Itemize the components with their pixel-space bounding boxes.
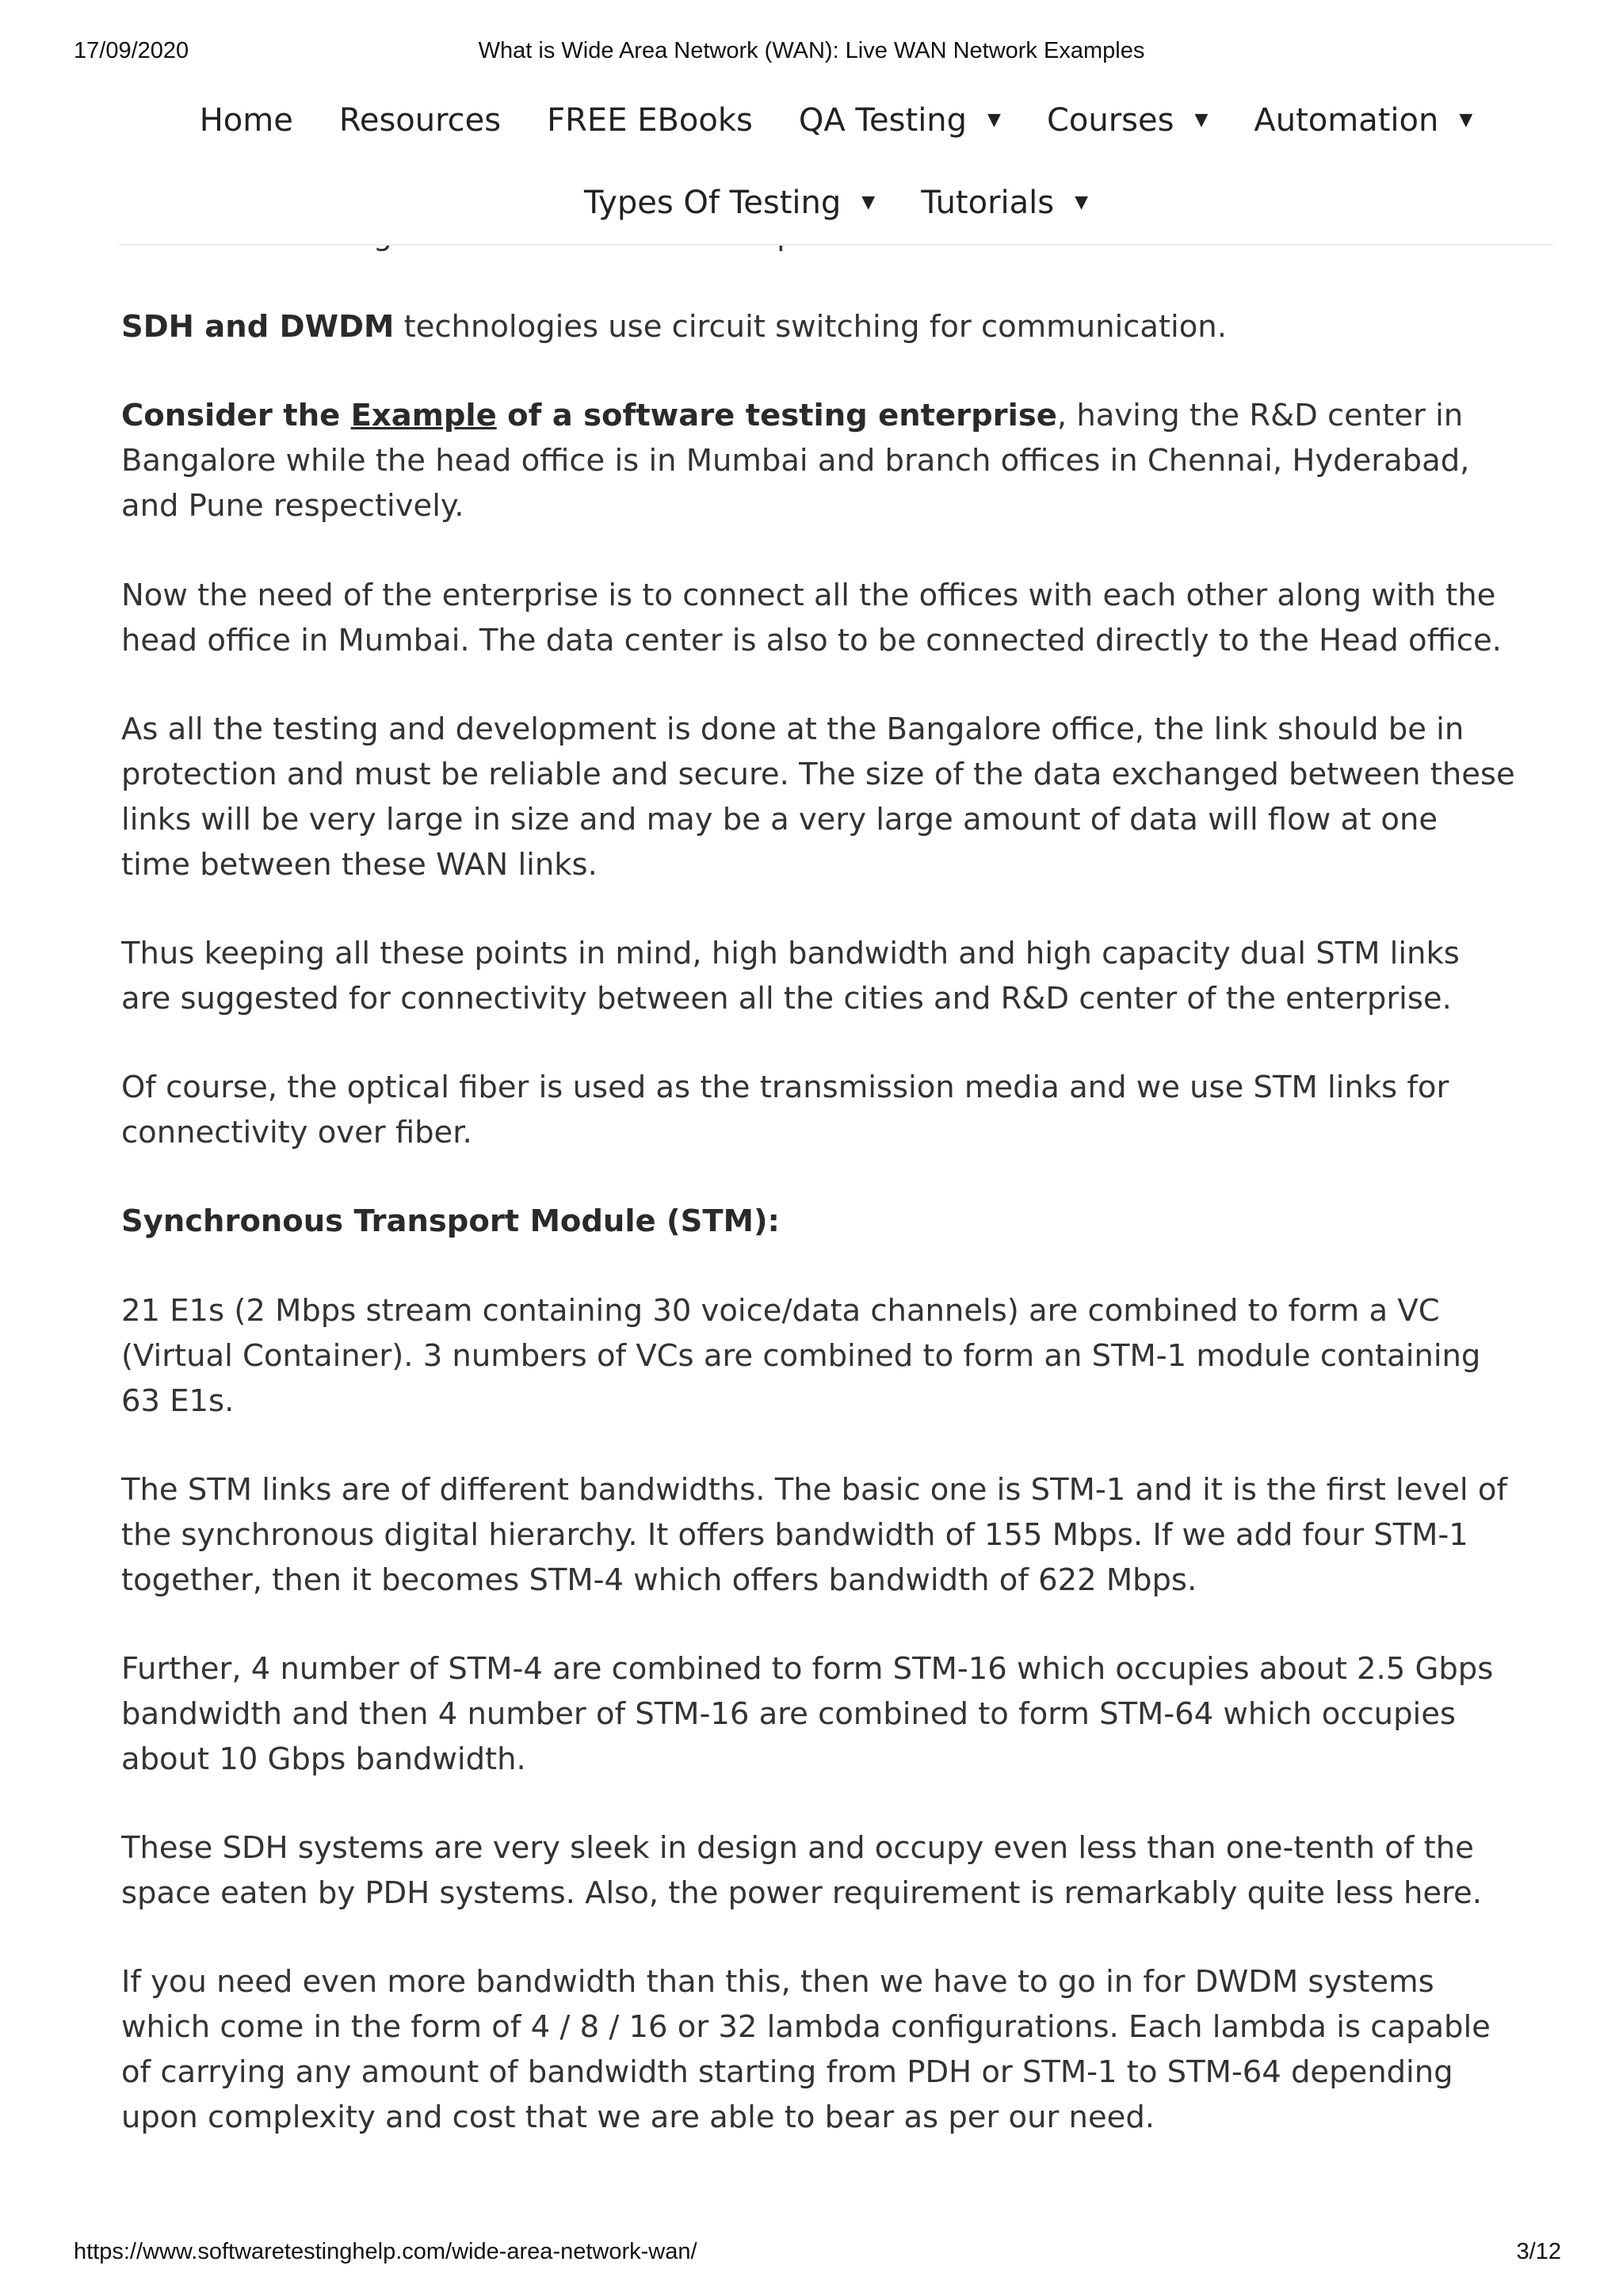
nav-label: Automation [1254,102,1439,139]
caret-down-icon: ▼ [1459,110,1473,130]
bold-text: SDH and DWDM [121,309,395,345]
paragraph-dwdm: If you need even more bandwidth than this, then we have to go in for DWDM systems which come in the form of 4 / 8 / 16 or 32 lambda configurations. Each lambda is capable of carrying any amount of bandwidth starting from PDH or STM-1 to STM-64 depending upon complexity and cost that we are able to bear as per our need. [121,1964,1491,2135]
paragraph-dual-stm: Thus keeping all these points in mind, high bandwidth and high capacity dual STM links are suggested for connectivity between all the cities and R&D center of the enterprise. [121,936,1460,1016]
article-body [121,0,1516,2210]
caret-down-icon: ▼ [1075,193,1089,212]
nav-item-resources[interactable] [339,102,501,139]
print-page-number: 3/12 [1516,2239,1561,2264]
nav-label: Resources [338,102,502,139]
paragraph-text: technologies use circuit switching for communication. [394,309,1227,345]
paragraph-stm-16-64: Further, 4 number of STM-4 are combined to form STM-16 which occupies about 2.5 Gbps bandwidth and then 4 number of STM-16 are combined to form STM-64 which occupies about 10 Gbps bandwidth. [121,1651,1494,1777]
nav-label: Courses [1046,102,1174,139]
paragraph-optical-fiber: Of course, the optical fiber is used as the transmission media and we use STM links for connectivity over fiber. [121,1070,1449,1150]
bold-text: of a software testing enterprise [496,398,1057,433]
print-footer [0,2239,1623,2271]
caret-down-icon: ▼ [861,193,876,212]
print-date: 17/09/2020 [74,38,189,63]
print-url: https://www.softwaretestinghelp.com/wide-area-network-wan/ [74,2239,697,2264]
nav-item-courses[interactable] [1047,102,1208,139]
nav-item-qa-testing[interactable] [799,102,1001,139]
heading-text: Synchronous Transport Module (STM): [121,1203,780,1239]
nav-label: QA Testing [798,102,968,139]
nav-item-home[interactable] [200,102,293,139]
nav-row-secondary [119,162,1553,244]
nav-label: Types Of Testing [583,185,842,221]
nav-label: Tutorials [921,185,1055,221]
nav-item-tutorials[interactable] [921,185,1088,221]
print-page-title: What is Wide Area Network (WAN): Live WAN Network Examples [478,38,1145,63]
nav-item-types-of-testing[interactable] [584,185,875,221]
paragraph-enterprise-need: Now the need of the enterprise is to connect all the offices with each other along with the head office in Mumbai. The data center is also to be connected directly to the Head office. [121,578,1502,658]
section-heading-stm [121,1199,1516,1244]
nav-label: Home [199,102,293,139]
nav-item-free-ebooks[interactable] [547,102,753,139]
nav-row-primary [119,79,1553,162]
example-link[interactable]: Example [350,398,497,433]
paragraph-text: , having the R&D center in Bangalore while the head office is in Mumbai and branch offices in Chennai, Hyderabad, and Pune respectively. [121,398,1470,524]
paragraph-sdh-dwdm [121,304,1516,349]
bold-text: Consider the [121,398,351,433]
site-navbar [119,79,1553,246]
paragraph-example [121,393,1516,528]
paragraph-stm-bandwidths: The STM links are of different bandwidths. The basic one is STM-1 and it is the first level of the synchronous digital hierarchy. It offers bandwidth of 155 Mbps. If we add four STM-1 together, then it becomes STM-4 which offers bandwidth of 622 Mbps. [121,1472,1507,1598]
caret-down-icon: ▼ [1194,110,1209,130]
paragraph-sdh-sleek: These SDH systems are very sleek in design and occupy even less than one-tenth of the space eaten by PDH systems. Also, the power requirement is remarkably quite less here. [121,1830,1482,1911]
nav-label: FREE EBooks [547,102,753,139]
caret-down-icon: ▼ [987,110,1001,130]
nav-item-automation[interactable] [1254,102,1472,139]
paragraph-testing-link: As all the testing and development is done at the Bangalore office, the link should be in protection and must be reliable and secure. The size of the data exchanged between these links will be very large in size and may be a very large amount of data will flow at one time between these WAN links. [121,711,1515,883]
paragraph-e1-vc: 21 E1s (2 Mbps stream containing 30 voice/data channels) are combined to form a VC (Virtual Container). 3 numbers of VCs are combined to form an STM-1 module containing 63 E1s. [121,1293,1481,1419]
